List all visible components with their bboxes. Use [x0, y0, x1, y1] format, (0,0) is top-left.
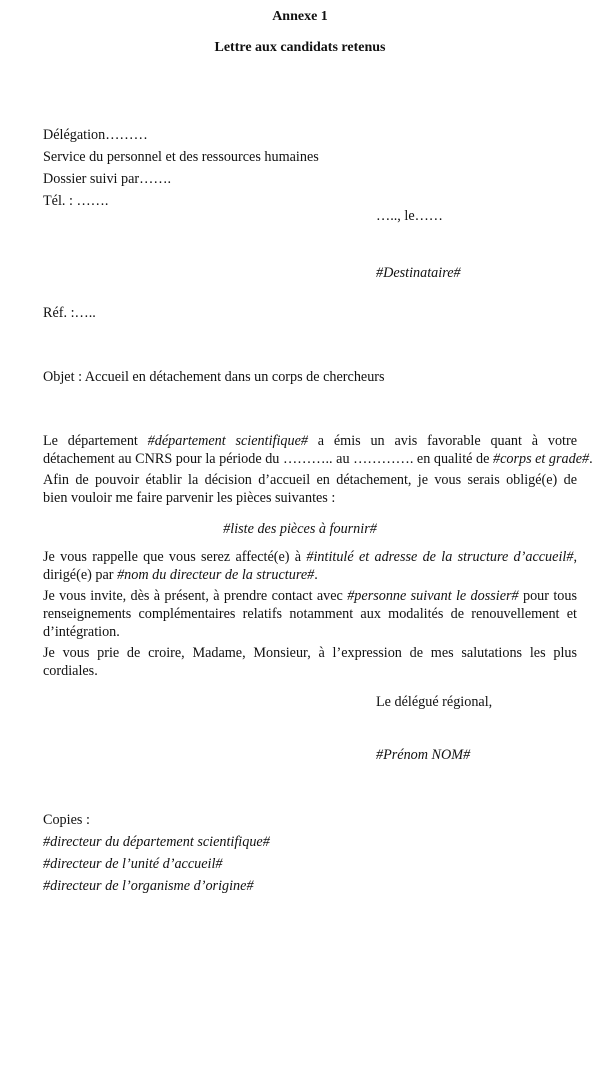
p3-text-a: Je vous rappelle que vous serez affecté(e) à — [43, 549, 307, 565]
paragraph-5 — [43, 644, 577, 680]
p3-text-c: , — [573, 549, 577, 565]
letter-subject: Objet : Accueil en détachement dans un corps de chercheurs — [43, 369, 385, 385]
p2-line-2: bien vouloir me faire parvenir les pièces suivantes : — [43, 490, 336, 506]
sender-delegation: Délégation……… — [43, 127, 148, 143]
paragraph-4 — [43, 587, 577, 641]
sender-tel: Tél. : ……. — [43, 193, 109, 209]
copies-label: Copies : — [43, 812, 90, 828]
p4-line-3: d’intégration. — [43, 624, 120, 640]
p4-text-c: pour tous — [518, 588, 577, 604]
sender-service: Service du personnel et des ressources humaines — [43, 149, 319, 165]
p4-line-2: renseignements complémentaires relatifs notamment aux modalités de renouvellement et — [43, 606, 577, 622]
sender-dossier: Dossier suivi par……. — [43, 171, 172, 187]
p2-line-1: Afin de pouvoir établir la décision d’accueil en détachement, je vous serais obligé(e) de — [43, 472, 577, 488]
p3-text-d: dirigé(e) par — [43, 567, 118, 583]
annex-label: Annexe 1 — [272, 9, 328, 24]
paragraph-1 — [43, 432, 593, 468]
contact-person-placeholder: #personne suivant le dossier# — [347, 588, 519, 604]
corps-grade-placeholder: #corps et grade# — [492, 451, 590, 467]
structure-placeholder: #intitulé et adresse de la structure d’accueil# — [306, 549, 574, 565]
p1-text-d: détachement au CNRS pour la période du ……….. au …………. en qualité de — [43, 451, 493, 467]
signature-name: #Prénom NOM# — [376, 747, 471, 763]
p5-line-2: cordiales. — [43, 663, 98, 679]
paragraph-2 — [43, 471, 577, 507]
paragraph-3 — [43, 548, 577, 584]
letter-title: Lettre aux candidats retenus — [214, 40, 386, 55]
p1-text-c: a émis un avis favorable quant à votre — [307, 433, 578, 449]
p1-text-a: Le département — [43, 433, 148, 449]
department-placeholder: #département scientifique# — [147, 433, 308, 449]
reference: Réf. :….. — [43, 305, 96, 321]
signature-role: Le délégué régional, — [376, 694, 493, 710]
p5-line-1: Je vous prie de croire, Madame, Monsieur, à l’expression de mes salutations les plus — [43, 645, 577, 661]
copy-item: #directeur de l’unité d’accueil# — [43, 856, 223, 872]
documents-list-placeholder: #liste des pièces à fournir# — [223, 521, 377, 537]
recipient: #Destinataire# — [376, 265, 461, 281]
p3-text-f: . — [314, 567, 318, 583]
place-date: ….., le…… — [376, 208, 443, 224]
copy-item: #directeur de l’organisme d’origine# — [43, 878, 254, 894]
p1-text-f: . — [589, 451, 593, 467]
p4-text-a: Je vous invite, dès à présent, à prendre contact avec — [43, 588, 348, 604]
director-placeholder: #nom du directeur de la structure# — [117, 567, 315, 583]
copy-item: #directeur du département scientifique# — [43, 834, 270, 850]
